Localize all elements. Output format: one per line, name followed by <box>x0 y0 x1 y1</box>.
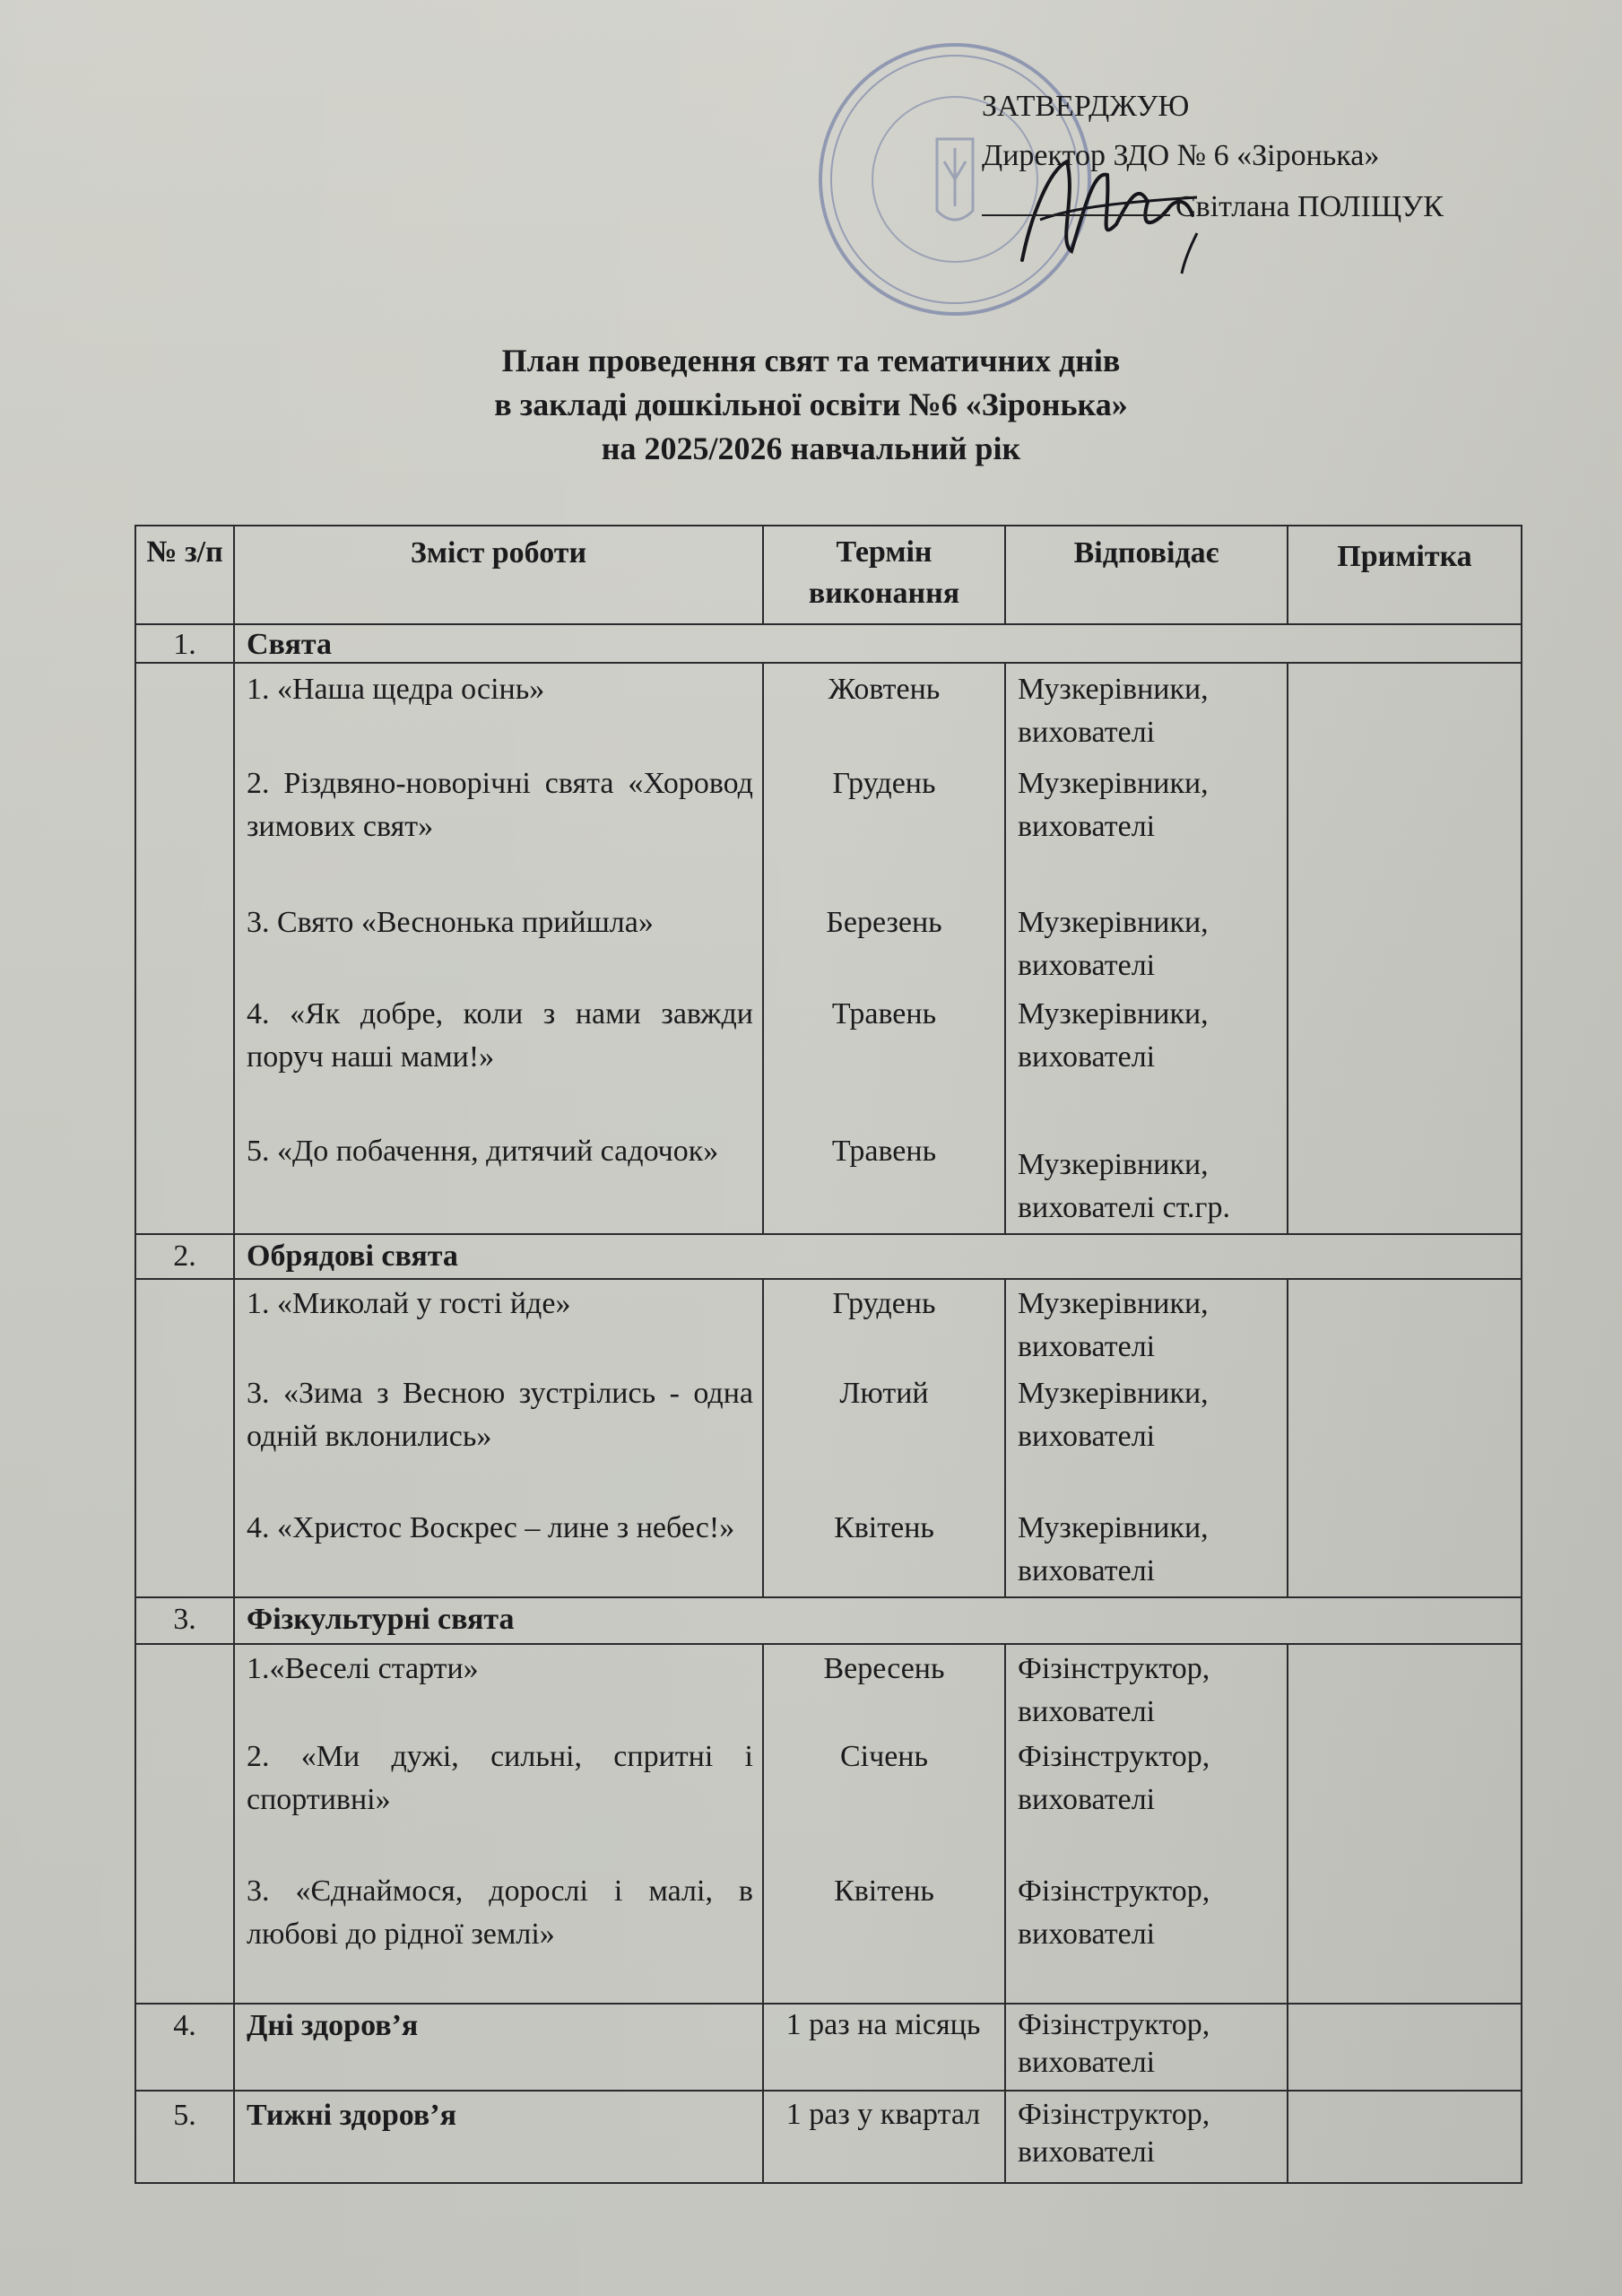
section-number: 3. <box>173 1603 196 1636</box>
event-item: 4. «Христос Воскрес – лине з небес!» <box>247 1511 735 1544</box>
header-responsible: Відповідає <box>1073 536 1219 570</box>
event-responsible: Фізінструктор, вихователі <box>1018 1740 1210 1816</box>
table-column-rule <box>233 525 235 2184</box>
table-column-rule <box>1004 662 1006 1233</box>
table-rule <box>134 2090 1522 2092</box>
table-border-left <box>134 525 136 2184</box>
approval-signature-line <box>982 186 1444 229</box>
table-border-top <box>134 525 1522 526</box>
event-term: Травень <box>831 1135 937 1168</box>
event-term: Вересень <box>823 1652 945 1685</box>
section-responsible: Фізінструктор, вихователі <box>1018 2008 1210 2079</box>
section-number: 2. <box>173 1239 196 1273</box>
event-responsible: Музкерівники, вихователі <box>1018 673 1209 749</box>
event-term: Лютий <box>839 1377 929 1410</box>
event-responsible: Фізінструктор, вихователі <box>1018 1652 1210 1728</box>
event-item: 1. «Наша щедра осінь» <box>247 673 545 706</box>
table-column-rule <box>1004 1643 1006 2184</box>
header-note: Примітка <box>1337 540 1472 573</box>
event-term: Березень <box>826 906 942 939</box>
table-column-rule <box>1287 1643 1288 2184</box>
section-title: Дні здоров’я <box>247 2009 419 2042</box>
section-title: Тижні здоров’я <box>247 2099 456 2132</box>
title-line-1: План проведення свят та тематичних днів <box>501 343 1121 378</box>
event-item: 2. Різдвяно-новорічні свята «Хоровод зимових свят» <box>247 767 753 843</box>
table-rule <box>134 1278 1522 1280</box>
event-item: 4. «Як добре, коли з нами завжди поруч наші мами!» <box>247 997 753 1074</box>
event-term: Травень <box>831 997 937 1031</box>
event-responsible: Фізінструктор, вихователі <box>1018 1874 1210 1951</box>
event-term: Грудень <box>832 767 936 800</box>
event-term: Жовтень <box>828 673 941 706</box>
title-line-3: на 2025/2026 навчальний рік <box>601 430 1021 466</box>
approval-director-title: Директор ЗДО № 6 «Зіронька» <box>982 139 1380 172</box>
section-title: Фізкультурні свята <box>247 1603 515 1636</box>
event-term: Січень <box>839 1740 928 1773</box>
table-column-rule <box>1004 1278 1006 1596</box>
section-responsible: Фізінструктор, вихователі <box>1018 2098 1210 2169</box>
section-title: Свята <box>247 628 332 661</box>
signature-underline <box>982 214 1170 216</box>
table-column-rule <box>762 1643 764 2184</box>
approval-director-name: Світлана ПОЛІЩУК <box>1175 190 1444 223</box>
table-column-rule <box>1287 662 1288 1233</box>
event-responsible: Музкерівники, вихователі <box>1018 1377 1209 1453</box>
section-term: 1 раз на місяць <box>785 2008 981 2041</box>
header-term: Термін виконання <box>808 535 960 610</box>
section-number: 4. <box>173 2009 196 2042</box>
event-term: Квітень <box>834 1874 934 1908</box>
event-item: 3. Свято «Веснонька прийшла» <box>247 906 654 939</box>
section-number: 5. <box>173 2099 196 2132</box>
section-number: 1. <box>173 628 196 661</box>
event-responsible: Музкерівники, вихователі <box>1018 906 1209 982</box>
event-term: Квітень <box>834 1511 934 1544</box>
table-rule <box>134 1643 1522 1645</box>
title-line-2: в закладі дошкільної освіти №6 «Зіронька» <box>494 387 1128 422</box>
event-item: 3. «Зима з Весною зустрілись - одна одній вклонились» <box>247 1377 753 1453</box>
event-responsible: Музкерівники, вихователі <box>1018 767 1209 843</box>
section-title: Обрядові свята <box>247 1239 458 1273</box>
event-responsible: Музкерівники, вихователі ст.гр. <box>1018 1148 1230 1224</box>
header-content: Зміст роботи <box>410 536 587 570</box>
table-border-bottom <box>134 2182 1522 2184</box>
event-term: Грудень <box>832 1287 936 1320</box>
event-responsible: Музкерівники, вихователі <box>1018 1287 1209 1363</box>
header-number: № з/п <box>146 535 223 569</box>
approval-heading: ЗАТВЕРДЖУЮ <box>982 90 1190 123</box>
event-item: 3. «Єднаймося, дорослі і малі, в любові до рідної землі» <box>247 1874 753 1951</box>
table-border-right <box>1521 525 1522 2184</box>
document-title <box>0 339 1622 471</box>
event-responsible: Музкерівники, вихователі <box>1018 1511 1209 1587</box>
event-item: 1.«Веселі старти» <box>247 1652 479 1685</box>
event-item: 5. «До побачення, дитячий садочок» <box>247 1135 719 1168</box>
event-item: 1. «Миколай у гості йде» <box>247 1287 571 1320</box>
section-term: 1 раз у квартал <box>785 2098 981 2131</box>
table-column-rule <box>1287 1278 1288 1596</box>
event-item: 2. «Ми дужі, сильні, спритні і спортивні» <box>247 1740 753 1816</box>
event-responsible: Музкерівники, вихователі <box>1018 997 1209 1074</box>
events-plan-table <box>134 525 1522 2184</box>
